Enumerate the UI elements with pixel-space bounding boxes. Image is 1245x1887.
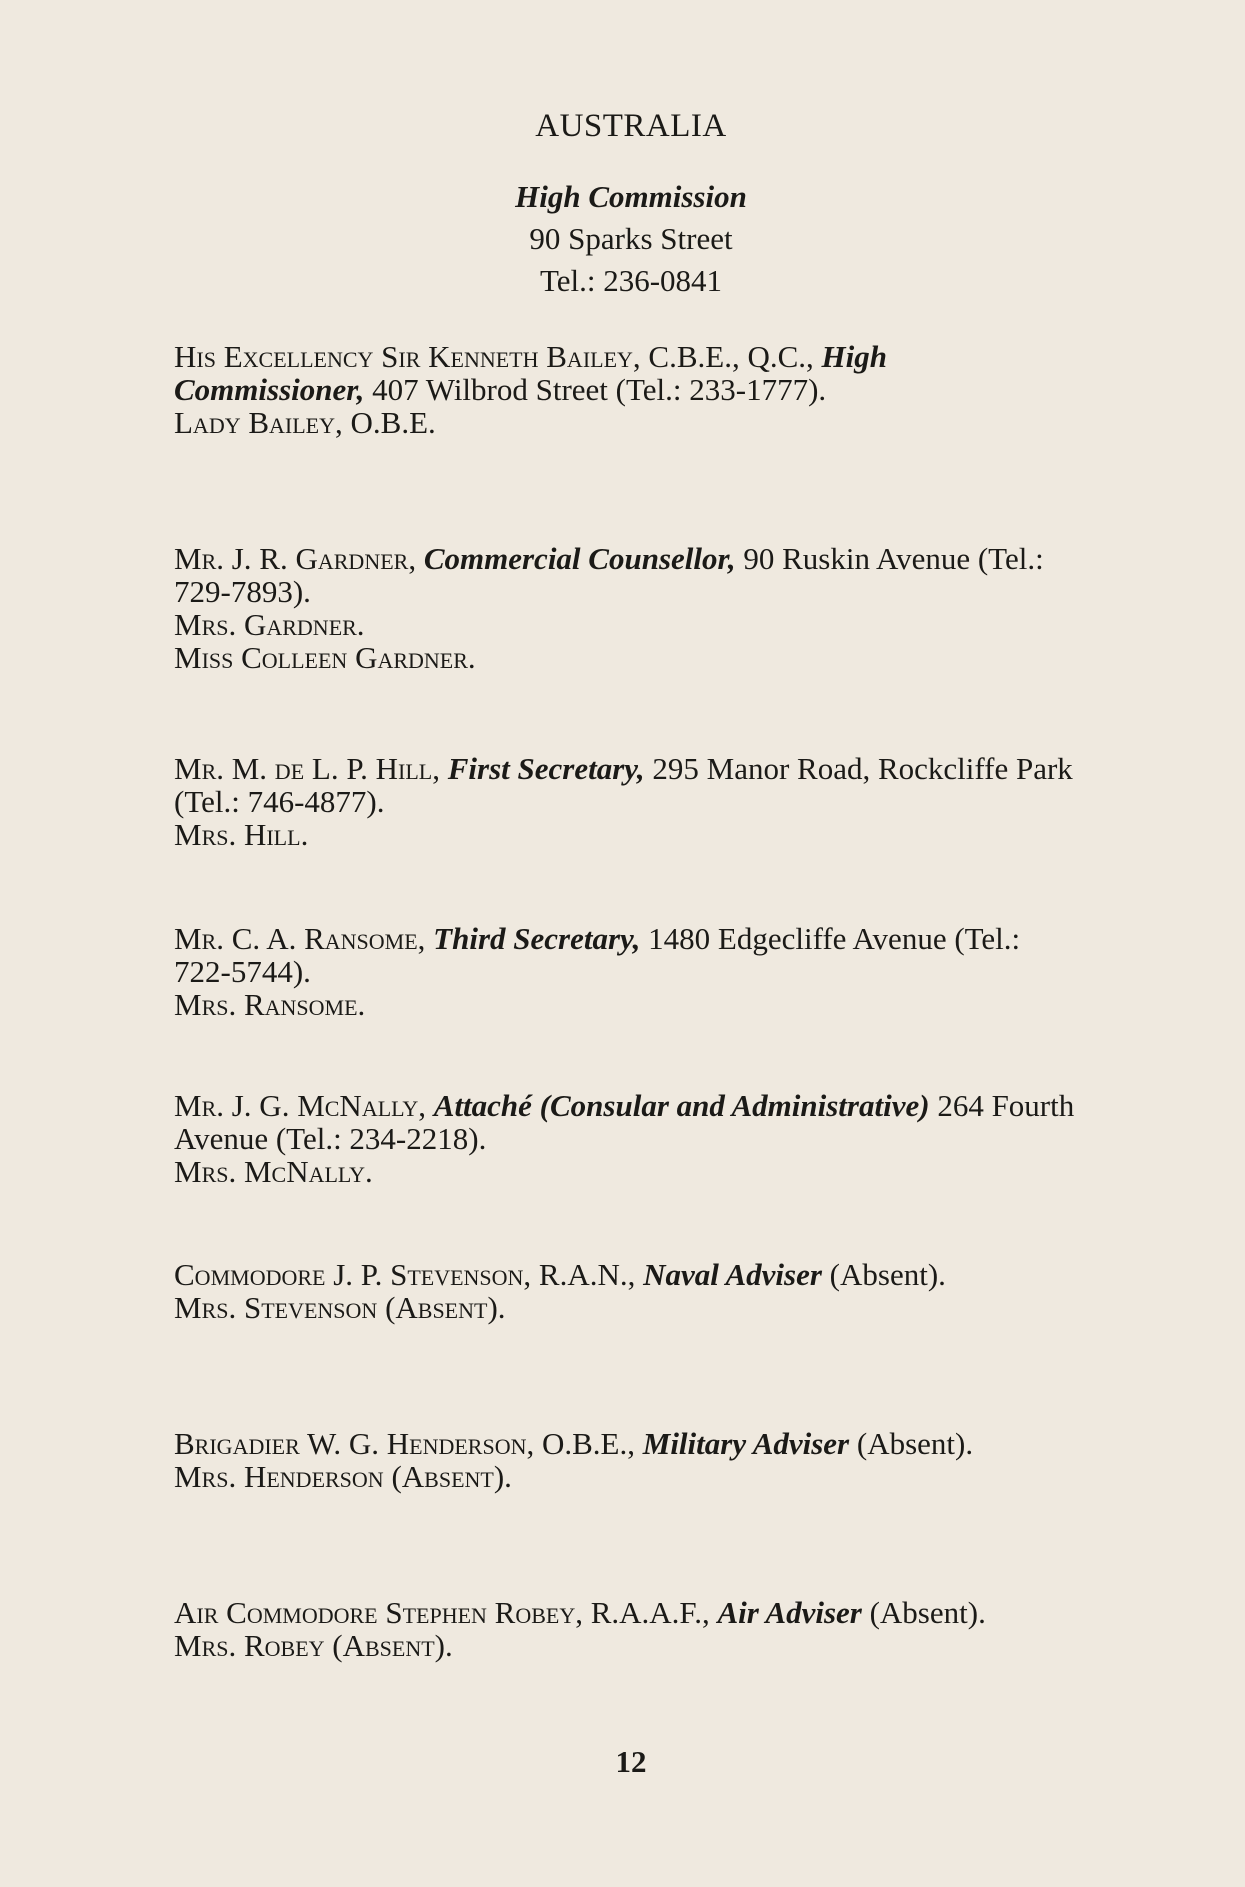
- page-number: 12: [615, 1744, 647, 1779]
- entry-attache: [174, 1089, 1082, 1188]
- person-details: 295 Manor Road, Rockcliffe Park (Tel.: 746-4877).: [174, 751, 1073, 819]
- person-name: His Excellency Sir Kenneth Bailey, C.B.E., Q.C.,: [174, 339, 814, 374]
- person-details: 90 Ruskin Avenue (Tel.: 729-7893).: [174, 541, 1044, 609]
- person-details: 1480 Edgecliffe Avenue (Tel.: 722-5744).: [174, 921, 1021, 989]
- entry-lead: [174, 1258, 1082, 1291]
- person-details: 407 Wilbrod Street (Tel.: 233-1777).: [372, 372, 827, 407]
- person-name: Mr. J. G. McNally,: [174, 1088, 427, 1123]
- spouse-line: Mrs. Hill.: [174, 817, 309, 852]
- spouse-line: Mrs. Stevenson (Absent).: [174, 1290, 506, 1325]
- person-name: Brigadier W. G. Henderson, O.B.E.,: [174, 1426, 635, 1461]
- entry-lead: [174, 1089, 1082, 1155]
- entry-third-secretary: [174, 922, 1082, 1021]
- spouse-line: Mrs. Gardner.: [174, 607, 365, 642]
- spouse-line: Mrs. Ransome.: [174, 987, 366, 1022]
- person-title: Commercial Counsellor,: [423, 541, 736, 576]
- person-title: Naval Adviser: [643, 1257, 822, 1292]
- spouse-line: Mrs. Robey (Absent).: [174, 1628, 453, 1663]
- entry-lead: [174, 1596, 1082, 1629]
- person-name: Mr. C. A. Ransome,: [174, 921, 426, 956]
- entry-lead: [174, 1427, 1082, 1460]
- person-title: Air Adviser: [717, 1595, 862, 1630]
- family-line: Miss Colleen Gardner.: [174, 640, 476, 675]
- entry-lead: [174, 542, 1082, 608]
- person-details: (Absent).: [829, 1257, 946, 1292]
- spouse-line: Lady Bailey, O.B.E.: [174, 405, 436, 440]
- spouse-line: Mrs. McNally.: [174, 1154, 373, 1189]
- mission-type: High Commission: [515, 179, 747, 214]
- country-heading: AUSTRALIA: [535, 108, 727, 144]
- entry-lead: [174, 922, 1082, 988]
- entry-air-adviser: [174, 1596, 1082, 1662]
- person-details: (Absent).: [869, 1595, 986, 1630]
- person-name: Mr. M. de L. P. Hill,: [174, 751, 440, 786]
- entry-naval-adviser: [174, 1258, 1082, 1324]
- entry-military-adviser: [174, 1427, 1082, 1493]
- person-details: (Absent).: [856, 1426, 974, 1461]
- spouse-line: Mrs. Henderson (Absent).: [174, 1459, 512, 1494]
- entry-lead: [174, 752, 1082, 818]
- entry-commercial-counsellor: [174, 542, 1082, 674]
- person-name: Mr. J. R. Gardner,: [174, 541, 417, 576]
- person-title: Third Secretary,: [433, 921, 641, 956]
- person-title: Attaché (Consular and Administrative): [433, 1088, 930, 1123]
- entry-first-secretary: [174, 752, 1082, 851]
- entry-high-commissioner: [174, 340, 1082, 439]
- person-name: Commodore J. P. Stevenson, R.A.N.,: [174, 1257, 636, 1292]
- person-title: Military Adviser: [642, 1426, 850, 1461]
- mission-telephone: Tel.: 236-0841: [539, 263, 723, 298]
- entry-lead: [174, 340, 1082, 406]
- person-name: Air Commodore Stephen Robey, R.A.A.F.,: [174, 1595, 710, 1630]
- person-details: 264 Fourth Avenue (Tel.: 234-2218).: [174, 1088, 1075, 1156]
- mission-address: 90 Sparks Street: [529, 221, 733, 256]
- mission-block: [0, 176, 1245, 302]
- person-title: High Commissioner,: [174, 339, 887, 407]
- person-title: First Secretary,: [447, 751, 645, 786]
